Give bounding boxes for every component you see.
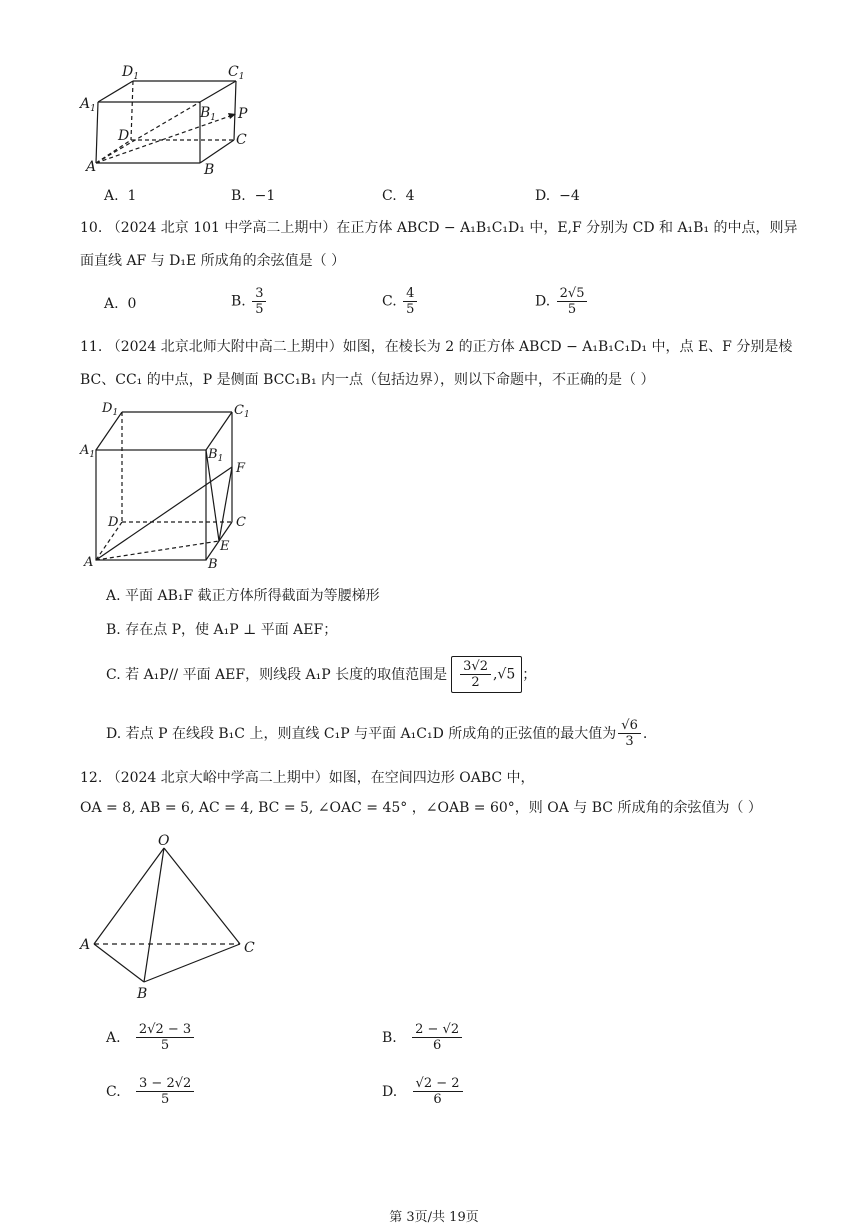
option-letter: C. bbox=[382, 293, 397, 310]
q12-option-d[interactable] bbox=[382, 1076, 465, 1107]
q9-option-d[interactable] bbox=[535, 186, 580, 206]
numerator: √2 − 2 bbox=[413, 1076, 463, 1092]
option-value: 4 bbox=[405, 188, 415, 204]
numerator: 2 − √2 bbox=[412, 1022, 462, 1038]
denominator: 6 bbox=[433, 1092, 442, 1107]
q11-option-d[interactable] bbox=[106, 718, 647, 749]
label-D1: $D_1$ bbox=[102, 401, 119, 418]
option-letter: D. bbox=[535, 188, 551, 204]
option-letter: B. bbox=[382, 1029, 397, 1046]
denominator: 5 bbox=[160, 1038, 170, 1053]
option-letter: B. bbox=[231, 188, 246, 204]
label-C: C bbox=[236, 132, 247, 148]
denominator: 5 bbox=[255, 302, 264, 317]
q9-option-a[interactable] bbox=[104, 186, 136, 206]
interval-bracket bbox=[451, 656, 522, 693]
label-B: B bbox=[137, 986, 148, 1002]
q10-option-b[interactable] bbox=[231, 286, 268, 317]
denominator: 6 bbox=[432, 1038, 442, 1053]
denominator: 5 bbox=[161, 1092, 170, 1107]
option-letter: C. bbox=[382, 188, 397, 204]
q10-stem-line1: 10. （2024 北京 101 中学高二上期中）在正方体 ABCD − A₁B₁C₁D₁ 中，E,F 分别为 CD 和 A₁B₁ 的中点，则异 bbox=[80, 220, 798, 236]
option-value: 0 bbox=[127, 296, 137, 312]
option-end: ； bbox=[522, 666, 537, 683]
option-letter: A. bbox=[104, 188, 119, 204]
option-letter: D. bbox=[382, 1083, 398, 1100]
q11-option-c[interactable] bbox=[106, 656, 536, 693]
option-value: −4 bbox=[559, 188, 580, 204]
q11-stem-line1: 11. （2024 北京北师大附中高二上期中）如图，在棱长为 2 的正方体 ABCD − A₁B₁C₁D₁ 中，点 E、F 分别是棱 bbox=[80, 339, 793, 355]
q12-tetrahedron-figure bbox=[78, 830, 268, 1005]
option-letter: B. bbox=[231, 293, 246, 310]
label-E: E bbox=[220, 539, 230, 554]
label-B: B bbox=[208, 557, 218, 570]
label-O: O bbox=[158, 833, 170, 849]
q9-option-b[interactable] bbox=[231, 186, 275, 206]
fraction bbox=[412, 1022, 462, 1053]
numerator: 3 − 2√2 bbox=[136, 1076, 194, 1092]
numerator: 2√2 − 3 bbox=[136, 1022, 194, 1038]
label-C: C bbox=[236, 515, 246, 530]
label-A: A bbox=[86, 159, 97, 175]
q11-option-a[interactable]: A. 平面 AB₁F 截正方体所得截面为等腰梯形 bbox=[106, 588, 380, 604]
label-B: B bbox=[204, 162, 215, 178]
option-letter: A. bbox=[106, 1029, 121, 1046]
fraction bbox=[403, 286, 417, 317]
label-A1: $A_1$ bbox=[80, 443, 96, 460]
q12-option-c[interactable] bbox=[106, 1076, 196, 1107]
label-A: A bbox=[84, 555, 94, 570]
q11-option-b[interactable]: B. 存在点 P，使 A₁P ⊥ 平面 AEF； bbox=[106, 622, 338, 638]
q12-stem-line1: 12. （2024 北京大峪中学高二上期中）如图，在空间四边形 OABC 中， bbox=[80, 770, 535, 786]
q9-option-c[interactable] bbox=[382, 186, 415, 206]
option-end: . bbox=[642, 725, 648, 742]
numerator: 3√2 bbox=[460, 659, 491, 675]
label-P: P bbox=[238, 106, 248, 122]
q9-cuboid-figure bbox=[78, 62, 258, 180]
denominator: 3 bbox=[625, 734, 634, 749]
q10-option-d[interactable] bbox=[535, 286, 589, 317]
label-C: C bbox=[244, 940, 255, 956]
option-value: −1 bbox=[254, 188, 276, 204]
fraction bbox=[460, 659, 491, 690]
option-letter: D. bbox=[535, 293, 551, 310]
numerator: 4 bbox=[403, 286, 417, 302]
option-letter: C. bbox=[106, 1083, 121, 1100]
interval-upper: ,√5 bbox=[492, 666, 516, 683]
label-B1: $B_1$ bbox=[200, 105, 217, 123]
option-letter: A. bbox=[104, 296, 119, 312]
fraction bbox=[252, 286, 266, 317]
label-D: D bbox=[118, 128, 130, 144]
label-F: F bbox=[236, 461, 246, 476]
q11-stem-line2: BC、CC₁ 的中点，P 是侧面 BCC₁B₁ 内一点（包括边界），则以下命题中，不正确的是（ ） bbox=[80, 372, 655, 388]
q11-cube-figure bbox=[78, 400, 258, 570]
fraction bbox=[136, 1022, 194, 1053]
fraction bbox=[136, 1076, 194, 1107]
label-D: D bbox=[108, 515, 119, 530]
denominator: 5 bbox=[406, 302, 415, 317]
q12-stem-line2: OA = 8, AB = 6, AC = 4, BC = 5, ∠OAC = 45° ，∠OAB = 60°，则 OA 与 BC 所成角的余弦值为（ ） bbox=[80, 800, 762, 816]
q10-option-a[interactable] bbox=[104, 294, 136, 314]
fraction bbox=[413, 1076, 463, 1107]
q10-option-c[interactable] bbox=[382, 286, 419, 317]
label-C1: $C_1$ bbox=[228, 64, 245, 82]
q12-option-a[interactable] bbox=[106, 1022, 196, 1053]
label-C1: $C_1$ bbox=[234, 403, 250, 420]
q10-stem-line2: 面直线 AF 与 D₁E 所成角的余弦值是（ ） bbox=[80, 253, 346, 269]
option-text: C. 若 A₁P// 平面 AEF，则线段 A₁P 长度的取值范围是 bbox=[106, 666, 448, 683]
option-value: 1 bbox=[127, 188, 137, 204]
label-D1: $D_1$ bbox=[122, 64, 139, 82]
q12-option-b[interactable] bbox=[382, 1022, 464, 1053]
denominator: 5 bbox=[567, 302, 577, 317]
option-text: D. 若点 P 在线段 B₁C 上，则直线 C₁P 与平面 A₁C₁D 所成角的正弦值的最大值为 bbox=[106, 725, 617, 742]
page-number-footer: 第 3页/共 19页 bbox=[389, 1210, 479, 1225]
numerator: 2√5 bbox=[557, 286, 588, 302]
label-A: A bbox=[80, 937, 91, 953]
numerator: 3 bbox=[252, 286, 266, 302]
fraction bbox=[557, 286, 588, 317]
denominator: 2 bbox=[471, 675, 480, 690]
fraction bbox=[618, 718, 641, 749]
label-B1: $B_1$ bbox=[208, 447, 224, 464]
label-A1: $A_1$ bbox=[80, 96, 96, 114]
numerator: √6 bbox=[618, 718, 641, 734]
